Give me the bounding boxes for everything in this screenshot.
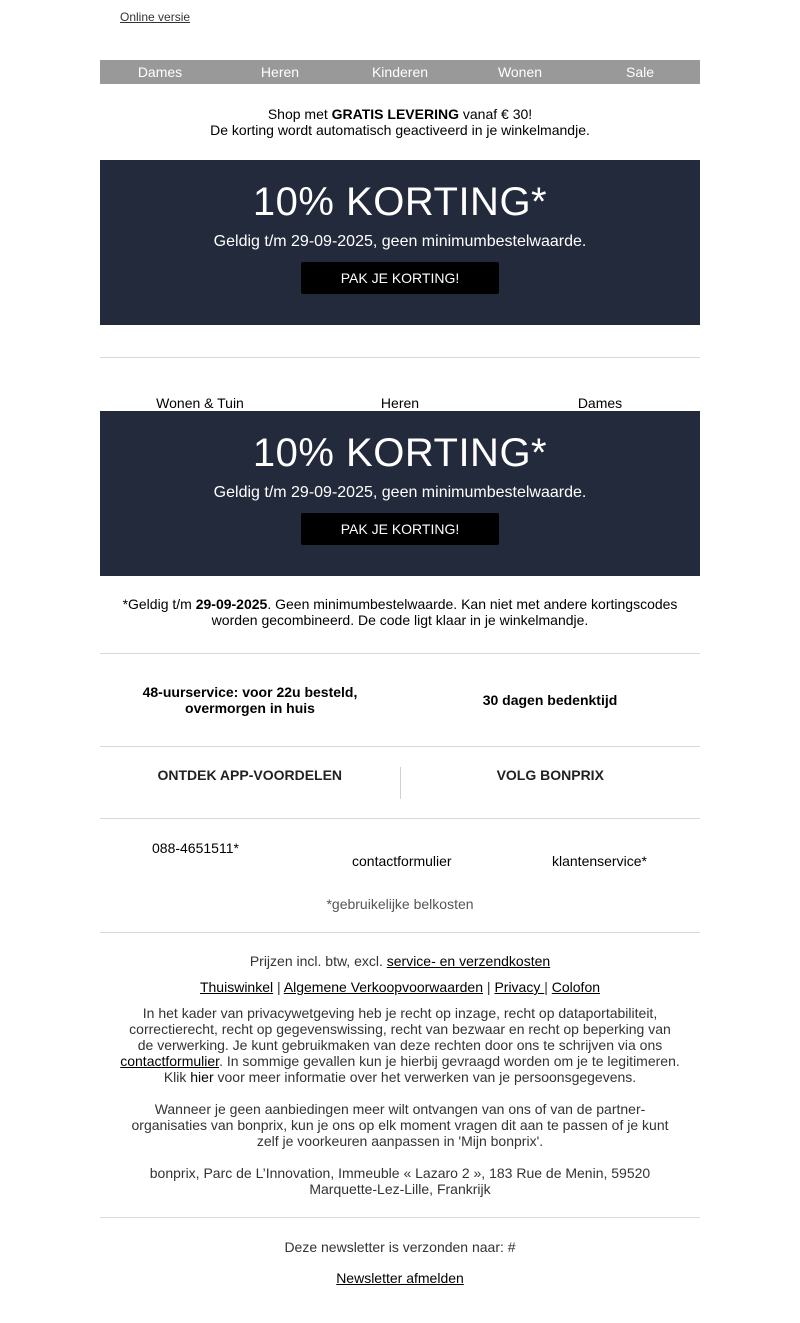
privacy-info-link[interactable]: hier bbox=[190, 1069, 214, 1085]
customer-service-link[interactable]: klantenservice* bbox=[552, 853, 647, 869]
claim-discount-button[interactable]: PAK JE KORTING! bbox=[301, 513, 499, 545]
privacy-link[interactable]: Privacy bbox=[494, 979, 545, 995]
follow-bonprix-link[interactable]: VOLG BONPRIX bbox=[496, 767, 604, 783]
legal-footer bbox=[100, 933, 700, 1217]
usp-48h-service: 48-uurservice: voor 22u besteld, overmorgen in huis bbox=[142, 684, 358, 716]
shipping-banner bbox=[100, 84, 700, 138]
terms-link[interactable]: Algemene Verkoopvoorwaarden bbox=[283, 979, 484, 995]
category-heren[interactable]: Heren bbox=[380, 395, 420, 411]
promo-subtitle: Geldig t/m 29-09-2025, geen minimumbestelwaarde. bbox=[213, 484, 587, 501]
unsubscribe-link[interactable]: Newsletter afmelden bbox=[336, 1270, 464, 1286]
nav-item-dames[interactable]: Dames bbox=[137, 64, 183, 80]
valid-until-date: 29-09-2025 bbox=[195, 596, 268, 612]
promo-block-1 bbox=[100, 160, 700, 325]
company-address: bonprix, Parc de L’Innovation, Immeuble « Lazaro 2 », 183 Rue de Menin, 59520 Marquette-Lez-Lille, Frankrijk bbox=[149, 1165, 651, 1197]
shipping-costs-link[interactable]: service- en verzendkosten bbox=[386, 953, 551, 969]
legal-links: Thuiswinkel | Algemene Verkoopvoorwaarden | Privacy | Colofon bbox=[199, 979, 601, 995]
app-social-row bbox=[100, 747, 700, 818]
privacy-text: In het kader van privacywetgeving heb je recht op inzage, recht op dataportabiliteit, correctierecht, recht op gegevenswissing, recht van bezwaar en recht op beperking van de verwerking. Je kunt gebruikmaken van deze rechten door ons te schrijven via ons contactformulier. In sommige gevallen kun je hierbij gevraagd worden om je te legitimeren. Klik hier voor meer informatie over het verwerken van je persoonsgegevens. bbox=[120, 1005, 680, 1085]
category-dames[interactable]: Dames bbox=[577, 395, 623, 411]
newsletter bbox=[100, 0, 700, 1286]
prices-note: Prijzen incl. btw, excl. service- en verzendkosten bbox=[249, 953, 551, 969]
discount-disclaimer: *Geldig t/m 29-09-2025. Geen minimumbestelwaarde. Kan niet met andere kortingscodes worden gecombineerd. De code ligt klaar in je winkelmandje. bbox=[122, 596, 678, 628]
shipping-line: Shop met GRATIS LEVERING vanaf € 30! bbox=[267, 106, 533, 122]
promo-block-2 bbox=[100, 411, 700, 576]
free-delivery-text: GRATIS LEVERING bbox=[331, 106, 459, 122]
contact-row bbox=[100, 819, 700, 932]
app-benefits-link[interactable]: ONTDEK APP-VOORDELEN bbox=[157, 767, 343, 783]
sent-to-text: Deze newsletter is verzonden naar: # bbox=[284, 1239, 516, 1255]
optout-text: Wanneer je geen aanbiedingen meer wilt ontvangen van ons of van de partner-organisaties van bonprix, kun je ons op elk moment vragen dit aan te passen of je kunt zelf je voorkeuren aanpassen in 'Mijn bonprix'. bbox=[131, 1101, 669, 1149]
claim-discount-button[interactable]: PAK JE KORTING! bbox=[301, 262, 499, 294]
online-version-bar bbox=[100, 0, 700, 60]
usp-row bbox=[100, 654, 700, 746]
nav-item-wonen[interactable]: Wonen bbox=[497, 64, 543, 80]
thuiswinkel-link[interactable]: Thuiswinkel bbox=[199, 979, 274, 995]
nav-item-sale[interactable]: Sale bbox=[625, 64, 655, 80]
promo-title: 10% KORTING* bbox=[252, 431, 548, 475]
nav-item-kinderen[interactable]: Kinderen bbox=[371, 64, 429, 80]
colofon-link[interactable]: Colofon bbox=[551, 979, 601, 995]
newsletter-footer bbox=[100, 1218, 700, 1286]
call-costs-note: *gebruikelijke belkosten bbox=[326, 896, 474, 912]
privacy-contact-form-link[interactable]: contactformulier bbox=[120, 1053, 220, 1069]
category-links bbox=[100, 358, 700, 411]
main-nav bbox=[100, 60, 700, 84]
promo-title: 10% KORTING* bbox=[252, 180, 548, 224]
promo-subtitle: Geldig t/m 29-09-2025, geen minimumbestelwaarde. bbox=[213, 233, 587, 250]
phone-link[interactable]: 088-4651511* bbox=[152, 840, 239, 856]
online-version-link[interactable]: Online versie bbox=[120, 10, 191, 24]
nav-item-heren[interactable]: Heren bbox=[260, 64, 300, 80]
usp-return-period: 30 dagen bedenktijd bbox=[482, 692, 618, 708]
auto-discount-line: De korting wordt automatisch geactiveerd in je winkelmandje. bbox=[210, 122, 590, 138]
category-wonen-tuin[interactable]: Wonen & Tuin bbox=[156, 395, 244, 411]
contact-form-link[interactable]: contactformulier bbox=[352, 853, 452, 869]
